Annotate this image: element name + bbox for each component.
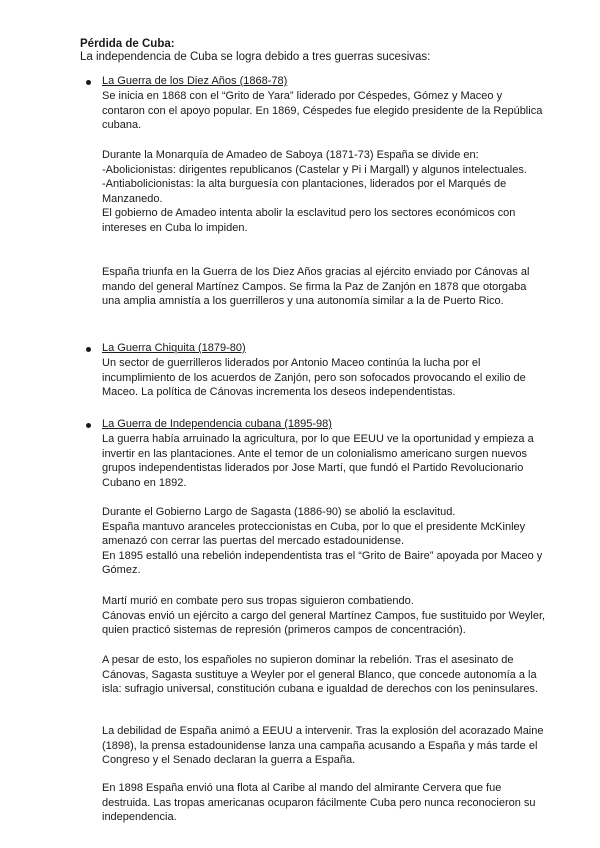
paragraph-line: Durante el Gobierno Largo de Sagasta (1886-90) se abolió la esclavitud. xyxy=(102,506,456,518)
intro-text: La independencia de Cuba se logra debido a tres guerras sucesivas: xyxy=(80,51,431,63)
section-3-paragraph-1 xyxy=(102,432,547,490)
paragraph-line: La guerra había arruinado la agricultura, por lo que EEUU ve la oportunidad y empieza a invertir en las plantaciones. Ante el temor de un colonialismo americano surgen nuevos grupos independentistas liderados por Jose Martí, que fundó el Partido Revolucionario Cubano en 1892. xyxy=(102,433,534,489)
paragraph-line: A pesar de esto, los españoles no supieron dominar la rebelión. Tras el asesinato de Cánovas, Sagasta sustituye a Weyler por el general Blanco, que concede autonomía a la isla: sufragio universal, constitución cubana e igualdad de derechos con los peninsulares. xyxy=(102,654,538,696)
paragraph-line: El gobierno de Amadeo intenta abolir la esclavitud pero los sectores económicos con intereses en Cuba lo impiden. xyxy=(102,207,516,234)
section-heading-independencia: La Guerra de Independencia cubana (1895-98) xyxy=(102,418,332,430)
paragraph-line: Se inicia en 1868 con el “Grito de Yara” liderado por Céspedes, Gómez y Maceo y contaron con el apoyo popular. En 1869, Céspedes fue elegido presidente de la República cubana. xyxy=(102,90,543,132)
section-1-paragraph-1 xyxy=(102,89,547,133)
paragraph-line: Martí murió en combate pero sus tropas siguieron combatiendo. xyxy=(102,595,414,607)
section-heading-guerra-chiquita: La Guerra Chiquita (1879-80) xyxy=(102,342,246,354)
document-title: Pérdida de Cuba: xyxy=(80,38,175,50)
section-3-paragraph-6 xyxy=(102,781,547,825)
bullet-icon xyxy=(86,423,91,428)
paragraph-line: -Abolicionistas: dirigentes republicanos (Castelar y Pi i Margall) y algunos intelectuales. xyxy=(102,163,527,176)
section-1-paragraph-2 xyxy=(102,148,547,236)
section-2-paragraph-1 xyxy=(102,356,547,400)
paragraph-line: La debilidad de España animó a EEUU a intervenir. Tras la explosión del acorazado Maine (1898), la prensa estadounidense lanza una campaña acusando a España y más tarde el Congreso y el Senado declaran la guerra a España. xyxy=(102,725,544,767)
section-1-paragraph-3 xyxy=(102,265,547,309)
paragraph-line: Cánovas envió un ejército a cargo del general Martínez Campos, fue sustituido por Weyler, quien practicó sistemas de represión (primeros campos de concentración). xyxy=(102,609,546,637)
section-3-paragraph-4 xyxy=(102,653,547,697)
paragraph-line: España triunfa en la Guerra de los Diez Años gracias al ejército enviado por Cánovas al mando del general Martínez Campos. Se firma la Paz de Zanjón en 1878 que otorgaba una amplia amnistía a los guerrilleros y una autonomía similar a la de Puerto Rico. xyxy=(102,266,530,308)
section-3-paragraph-5 xyxy=(102,724,547,768)
bullet-icon xyxy=(86,347,91,352)
paragraph-line: España mantuvo aranceles proteccionistas en Cuba, por lo que el presidente McKinley amenazó con cerrar las puertas del mercado estadounidense. xyxy=(102,520,526,548)
section-heading-diez-anos: La Guerra de los Diez Años (1868-78) xyxy=(102,75,288,87)
paragraph-line: En 1898 España envió una flota al Caribe al mando del almirante Cervera que fue destruida. Las tropas americanas ocuparon fácilmente Cuba pero nunca reconocieron su independencia. xyxy=(102,782,536,824)
paragraph-line: Durante la Monarquía de Amadeo de Saboya (1871-73) España se divide en: xyxy=(102,149,479,161)
paragraph-line: -Antiabolicionistas: la alta burguesía con plantaciones, liderados por el Marqués de Manzanedo. xyxy=(102,178,507,205)
bullet-icon xyxy=(86,80,91,85)
section-3-paragraph-2 xyxy=(102,505,547,578)
paragraph-line: Un sector de guerrilleros liderados por Antonio Maceo continúa la lucha por el incumplimiento de los acuerdos de Zanjón, pero son sofocados provocando el exilio de Maceo. La política de Cánovas incrementa los deseos independentistas. xyxy=(102,357,526,399)
section-3-paragraph-3 xyxy=(102,594,547,638)
paragraph-line: En 1895 estalló una rebelión independentista tras el “Grito de Baire” apoyada por Maceo y Gómez. xyxy=(102,549,543,577)
